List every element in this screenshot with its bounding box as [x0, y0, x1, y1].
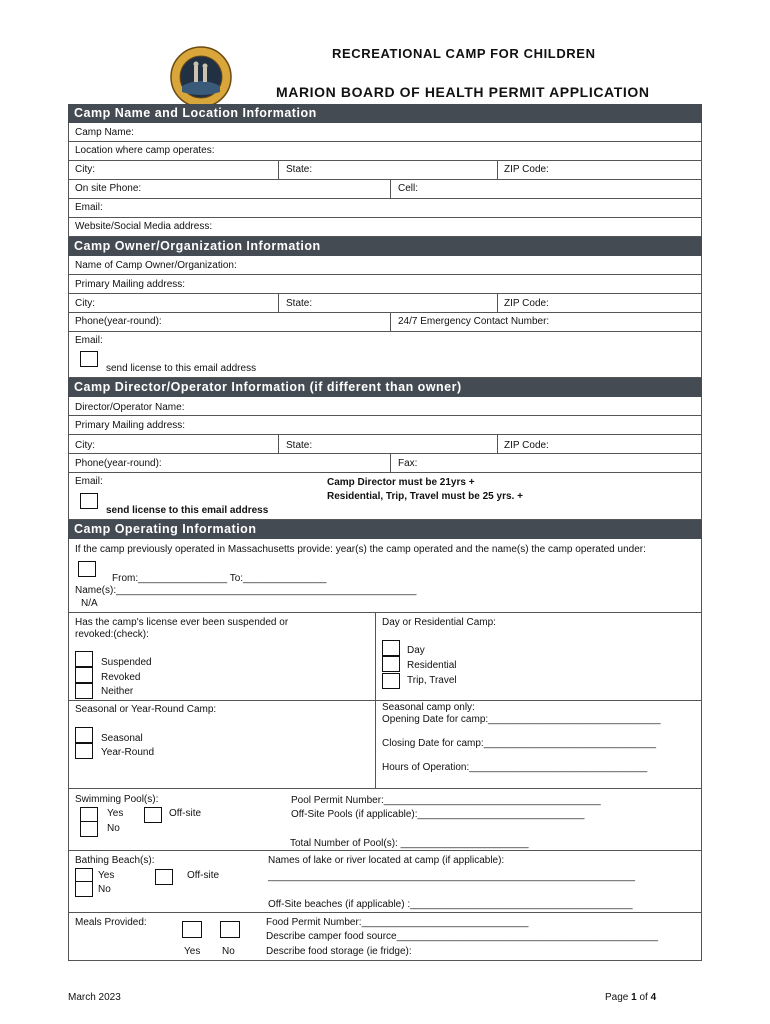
owner-phone-label: Phone(year-round):: [75, 316, 162, 327]
trip-travel-option: Trip, Travel: [407, 675, 457, 686]
camp-name-label: Camp Name:: [75, 127, 134, 138]
emergency-contact-label: 24/7 Emergency Contact Number:: [398, 316, 550, 327]
owner-mailing-label: Primary Mailing address:: [75, 279, 186, 290]
seasonal-checkbox[interactable]: [75, 727, 93, 743]
zip-label: ZIP Code:: [504, 164, 549, 175]
year-round-checkbox[interactable]: [75, 743, 93, 759]
pool-permit-field: Pool Permit Number:_______________________________________: [291, 795, 601, 806]
pool-offsite-option: Off-site: [169, 808, 202, 819]
director-name-label: Director/Operator Name:: [75, 402, 185, 413]
suspended-question-1: Has the camp's license ever been suspended or: [75, 617, 289, 628]
lake-names-label: Names of lake or river located at camp (if applicable):: [268, 855, 505, 866]
suspended-checkbox[interactable]: [75, 651, 93, 667]
year-round-option: Year-Round: [101, 747, 155, 758]
beach-yes-option: Yes: [98, 870, 115, 881]
form-subtitle: RECREATIONAL CAMP FOR CHILDREN: [332, 46, 596, 61]
revoked-option: Revoked: [101, 672, 141, 683]
page-number: Page 1 of 4: [605, 992, 657, 1003]
onsite-phone-label: On site Phone:: [75, 183, 142, 194]
pool-yes-option: Yes: [107, 808, 124, 819]
neither-checkbox[interactable]: [75, 683, 93, 699]
beach-no-checkbox[interactable]: [75, 881, 93, 897]
suspended-option: Suspended: [101, 657, 152, 668]
section-header-director: Camp Director/Operator Information (if different than owner): [68, 378, 702, 397]
director-phone-label: Phone(year-round):: [75, 458, 162, 469]
owner-name-label: Name of Camp Owner/Organization:: [75, 260, 237, 271]
total-pools-field: Total Number of Pool(s): _______________________: [290, 838, 529, 849]
location-label: Location where camp operates:: [75, 145, 215, 156]
owner-email-label: Email:: [75, 335, 103, 346]
owner-city-label: City:: [75, 298, 95, 309]
offsite-beaches-field: Off-Site beaches (if applicable) :________________________________________: [268, 899, 633, 910]
city-label: City:: [75, 164, 95, 175]
seasonal-question: Seasonal or Year-Round Camp:: [75, 704, 217, 715]
neither-option: Neither: [101, 686, 134, 697]
food-source-field: Describe camper food source_______________________________________________: [266, 931, 659, 942]
beach-question: Bathing Beach(s):: [75, 855, 155, 866]
residential-checkbox[interactable]: [382, 656, 400, 672]
lake-names-line: __________________________________________________________________: [268, 871, 636, 882]
food-permit-field: Food Permit Number:______________________________: [266, 917, 529, 928]
meals-question: Meals Provided:: [75, 917, 147, 928]
beach-no-option: No: [98, 884, 111, 895]
director-send-license-checkbox[interactable]: [80, 493, 98, 509]
names-line: Name(s):______________________________________________________: [75, 585, 417, 596]
director-fax-label: Fax:: [398, 458, 418, 469]
offsite-pools-field: Off-Site Pools (if applicable):______________________________: [291, 809, 585, 820]
pool-no-checkbox[interactable]: [80, 821, 98, 837]
meals-no-option: No: [222, 946, 235, 957]
section-header-owner: Camp Owner/Organization Information: [68, 237, 702, 256]
meals-yes-checkbox[interactable]: [182, 921, 202, 938]
director-email-label: Email:: [75, 476, 103, 487]
pools-question: Swimming Pool(s):: [75, 794, 159, 805]
owner-send-license-checkbox[interactable]: [80, 351, 98, 367]
from-to-line: From:________________ To:_______________: [112, 573, 327, 584]
pool-offsite-checkbox[interactable]: [144, 807, 162, 823]
previous-operation-question: If the camp previously operated in Massachusetts provide: year(s) the camp operated and the name(s) the camp operated under:: [75, 544, 646, 555]
website-label: Website/Social Media address:: [75, 221, 213, 232]
pool-no-option: No: [107, 823, 120, 834]
trip-travel-checkbox[interactable]: [382, 673, 400, 689]
opening-date-field: Opening Date for camp:_______________________________: [382, 714, 661, 725]
day-checkbox[interactable]: [382, 640, 400, 656]
beach-offsite-option: Off-site: [187, 870, 220, 881]
day-residential-question: Day or Residential Camp:: [382, 617, 496, 628]
beach-offsite-checkbox[interactable]: [155, 869, 173, 885]
section-header-camp-location: Camp Name and Location Information: [68, 104, 702, 123]
na-label: N/A: [81, 598, 98, 609]
cell-label: Cell:: [398, 183, 419, 194]
owner-send-license-label: send license to this email address: [106, 363, 257, 374]
food-storage-field: Describe food storage (ie fridge):: [266, 946, 412, 957]
seasonal-option: Seasonal: [101, 733, 143, 744]
suspended-question-2: revoked:(check):: [75, 629, 149, 640]
director-mailing-label: Primary Mailing address:: [75, 420, 186, 431]
director-age-note-1: Camp Director must be 21yrs +: [327, 477, 475, 488]
day-option: Day: [407, 645, 425, 656]
seasonal-only-label: Seasonal camp only:: [382, 702, 475, 713]
closing-date-field: Closing Date for camp:_______________________________: [382, 738, 657, 749]
director-city-label: City:: [75, 440, 95, 451]
footer-date: March 2023: [68, 992, 121, 1003]
director-send-license-label: send license to this email address: [106, 505, 269, 516]
owner-state-label: State:: [286, 298, 313, 309]
revoked-checkbox[interactable]: [75, 667, 93, 683]
section-header-operating: Camp Operating Information: [68, 520, 702, 539]
meals-no-checkbox[interactable]: [220, 921, 240, 938]
email-label: Email:: [75, 202, 103, 213]
hours-field: Hours of Operation:________________________________: [382, 762, 648, 773]
state-label: State:: [286, 164, 313, 175]
meals-yes-option: Yes: [184, 946, 201, 957]
previous-operation-checkbox[interactable]: [78, 561, 96, 577]
residential-option: Residential: [407, 660, 457, 671]
director-state-label: State:: [286, 440, 313, 451]
director-zip-label: ZIP Code:: [504, 440, 549, 451]
town-seal: [170, 46, 232, 108]
form-title: MARION BOARD OF HEALTH PERMIT APPLICATION: [276, 84, 650, 100]
owner-zip-label: ZIP Code:: [504, 298, 549, 309]
director-age-note-2: Residential, Trip, Travel must be 25 yrs. +: [327, 491, 523, 502]
